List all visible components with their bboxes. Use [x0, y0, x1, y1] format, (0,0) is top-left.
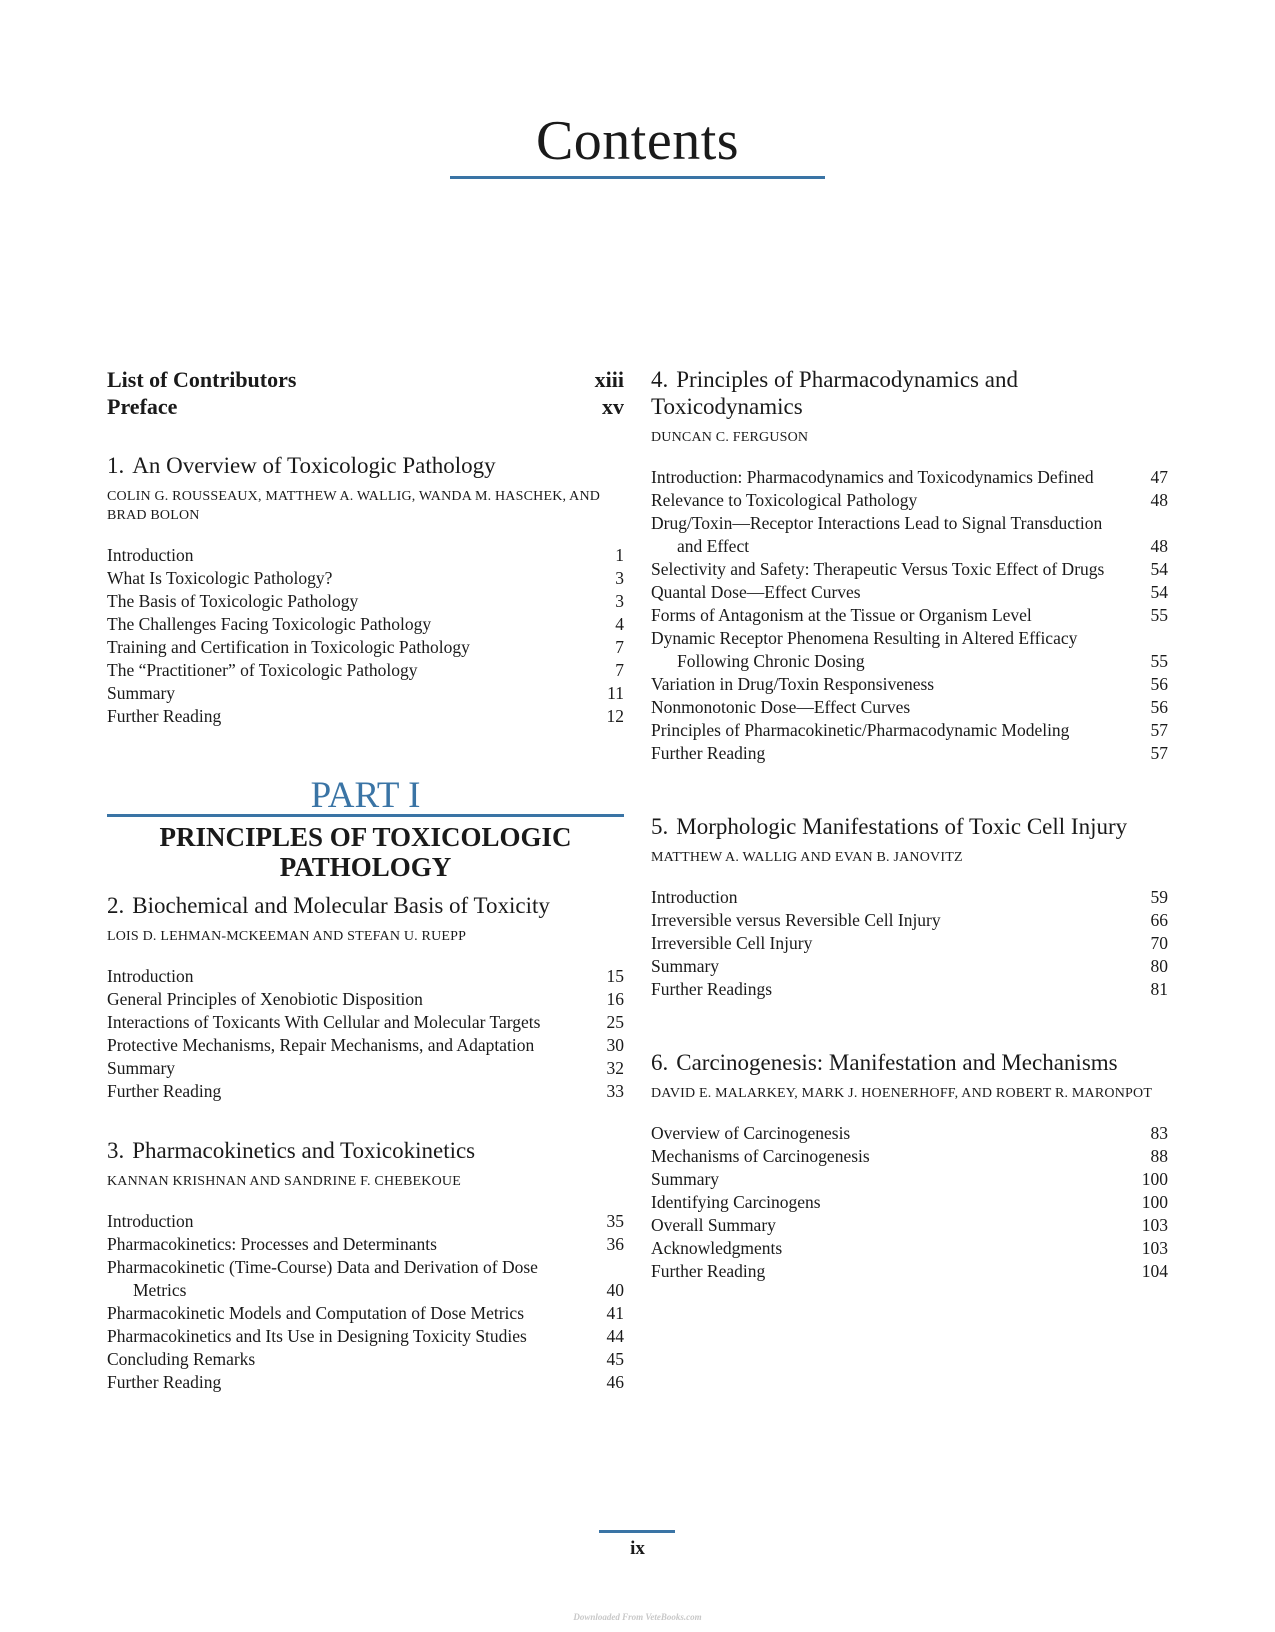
toc-entry-title: Introduction: Pharmacodynamics and Toxicodynamics Defined [651, 467, 1094, 487]
toc-entry[interactable] [651, 1260, 1168, 1283]
toc-entry-page: 32 [606, 1058, 624, 1078]
toc-entry-page: 88 [1150, 1146, 1168, 1166]
front-matter-page: xv [602, 394, 624, 419]
chapter-3 [107, 1137, 624, 1394]
toc-entry[interactable] [651, 673, 1168, 696]
toc-entry[interactable] [651, 604, 1168, 627]
toc-entry-title: Further Reading [107, 706, 222, 726]
chapter-authors: DUNCAN C. FERGUSON [651, 430, 809, 445]
part-title: PRINCIPLES OF TOXICOLOGIC PATHOLOGY [159, 822, 572, 882]
toc-entry-title: Further Reading [107, 1372, 222, 1392]
toc-entry-page: 81 [1150, 979, 1168, 999]
toc-entry-title: Pharmacokinetic Models and Computation of Dose Metrics [107, 1303, 525, 1323]
toc-entry-page: 33 [606, 1081, 624, 1101]
toc-entry-page: 100 [1141, 1192, 1168, 1212]
toc-entry-title: Relevance to Toxicological Pathology [651, 490, 918, 510]
toc-entry-title: Summary [107, 1058, 176, 1078]
toc-entry[interactable] [107, 1080, 624, 1103]
toc-entry[interactable] [651, 1214, 1168, 1237]
chapter-number: 4. [651, 367, 669, 392]
toc-entry[interactable] [107, 1302, 624, 1325]
toc-entry[interactable] [651, 696, 1168, 719]
toc-entry[interactable] [107, 636, 624, 659]
toc-entry-title: Introduction [107, 966, 194, 986]
chapter-number: 2. [107, 893, 125, 918]
toc-entry[interactable] [651, 719, 1168, 742]
toc-entry-title: Mechanisms of Carcinogenesis [651, 1146, 870, 1166]
toc-entry-page: 57 [1150, 743, 1168, 763]
chapter-entries [651, 1122, 1168, 1283]
toc-entry[interactable] [107, 1011, 624, 1034]
toc-entry-title: Selectivity and Safety: Therapeutic Versus Toxic Effect of Drugs [651, 559, 1105, 579]
chapter-6 [651, 1049, 1168, 1283]
toc-entry-page: 47 [1150, 467, 1168, 487]
chapter-number: 5. [651, 814, 669, 839]
chapter-number: 3. [107, 1138, 125, 1163]
toc-entry[interactable] [107, 1256, 624, 1302]
toc-entry-page: 48 [1150, 490, 1168, 510]
page-title: Contents [535, 110, 740, 172]
front-matter [107, 366, 624, 420]
chapter-title-text: Principles of Pharmacodynamics and Toxicodynamics [651, 367, 1018, 419]
toc-entry[interactable] [107, 705, 624, 728]
toc-entry-page: 4 [615, 614, 624, 634]
toc-entry-page: 12 [606, 706, 624, 726]
toc-entry-title: Overview of Carcinogenesis [651, 1123, 851, 1143]
toc-entry-page: 7 [615, 637, 624, 657]
front-matter-row[interactable] [107, 393, 624, 420]
toc-entry-page: 25 [606, 1012, 624, 1032]
toc-entry-page: 11 [607, 683, 624, 703]
toc-entry-page: 48 [1150, 536, 1168, 556]
toc-entry-title: Introduction [651, 887, 738, 907]
toc-entry-page: 83 [1150, 1123, 1168, 1143]
toc-entry[interactable] [651, 1237, 1168, 1260]
toc-entry-page: 46 [606, 1372, 624, 1392]
toc-entry[interactable] [651, 489, 1168, 512]
toc-entry[interactable] [107, 1325, 624, 1348]
chapter-entries [107, 544, 624, 728]
toc-entry-page: 35 [606, 1211, 624, 1231]
toc-entry-title: Summary [651, 956, 720, 976]
toc-entry[interactable] [651, 627, 1168, 673]
toc-entry-page: 30 [606, 1035, 624, 1055]
toc-entry-title: Drug/Toxin—Receptor Interactions Lead to Signal Transduction and Effect [651, 513, 1103, 556]
toc-entry[interactable] [107, 988, 624, 1011]
toc-entry-title: Further Reading [651, 743, 766, 763]
toc-entry-page: 3 [615, 591, 624, 611]
toc-entry-title: Further Reading [651, 1261, 766, 1281]
toc-entry[interactable] [651, 978, 1168, 1001]
toc-entry-page: 16 [606, 989, 624, 1009]
toc-entry-page: 41 [606, 1303, 624, 1323]
chapter-4 [651, 366, 1168, 765]
toc-entry-title: Further Reading [107, 1081, 222, 1101]
chapter-entries [651, 466, 1168, 765]
toc-entry[interactable] [651, 909, 1168, 932]
toc-entry-page: 104 [1141, 1261, 1168, 1281]
chapter-title-text: Pharmacokinetics and Toxicokinetics [132, 1138, 476, 1163]
toc-entry-title: Irreversible Cell Injury [651, 933, 813, 953]
toc-entry[interactable] [107, 1371, 624, 1394]
toc-entry-page: 56 [1150, 674, 1168, 694]
toc-entry-page: 66 [1150, 910, 1168, 930]
toc-entry-page: 59 [1150, 887, 1168, 907]
toc-entry-page: 57 [1150, 720, 1168, 740]
toc-entry[interactable] [651, 1145, 1168, 1168]
toc-entry[interactable] [651, 886, 1168, 909]
toc-entry-page: 36 [606, 1234, 624, 1254]
toc-entry[interactable] [107, 682, 624, 705]
toc-entry-page: 80 [1150, 956, 1168, 976]
toc-entry-title: Pharmacokinetic (Time-Course) Data and Derivation of Dose Metrics [107, 1257, 538, 1300]
chapter-title-text: Carcinogenesis: Manifestation and Mechanisms [676, 1050, 1118, 1075]
toc-entry-title: Concluding Remarks [107, 1349, 256, 1369]
chapter-number: 1. [107, 453, 125, 478]
toc-entry-title: Summary [107, 683, 176, 703]
toc-entry-title: The Basis of Toxicologic Pathology [107, 591, 359, 611]
chapter-title[interactable] [651, 813, 1168, 840]
chapter-entries [651, 886, 1168, 1001]
title-underline [450, 176, 825, 179]
chapter-title[interactable] [107, 452, 624, 479]
chapter-title-text: Biochemical and Molecular Basis of Toxicity [132, 893, 550, 918]
toc-entry[interactable] [651, 1122, 1168, 1145]
toc-entry[interactable] [651, 1191, 1168, 1214]
toc-entry[interactable] [107, 965, 624, 988]
chapter-2 [107, 892, 624, 1103]
toc-entry[interactable] [107, 659, 624, 682]
toc-entry[interactable] [107, 1210, 624, 1233]
chapter-number: 6. [651, 1050, 669, 1075]
toc-entry[interactable] [107, 544, 624, 567]
toc-entry-page: 54 [1150, 582, 1168, 602]
toc-entry-page: 55 [1150, 605, 1168, 625]
toc-entry-title: Irreversible versus Reversible Cell Injury [651, 910, 941, 930]
chapter-authors: KANNAN KRISHNAN AND SANDRINE F. CHEBEKOUE [107, 1174, 461, 1189]
page-number-rule [599, 1530, 675, 1533]
toc-entry[interactable] [107, 1057, 624, 1080]
toc-entry[interactable] [651, 932, 1168, 955]
front-matter-row[interactable] [107, 366, 624, 393]
toc-entry-page: 54 [1150, 559, 1168, 579]
toc-entry[interactable] [651, 742, 1168, 765]
toc-entry[interactable] [651, 1168, 1168, 1191]
part-heading [107, 776, 624, 882]
toc-entry-title: Summary [651, 1169, 720, 1189]
toc-entry-title: Nonmonotonic Dose—Effect Curves [651, 697, 911, 717]
toc-entry[interactable] [107, 567, 624, 590]
toc-entry-page: 70 [1150, 933, 1168, 953]
chapter-authors: MATTHEW A. WALLIG AND EVAN B. JANOVITZ [651, 850, 963, 865]
toc-entry-page: 56 [1150, 697, 1168, 717]
chapter-title-text: Morphologic Manifestations of Toxic Cell Injury [676, 814, 1128, 839]
toc-entry-title: Introduction [107, 545, 194, 565]
toc-entry[interactable] [651, 512, 1168, 558]
front-matter-title: Preface [107, 394, 178, 419]
toc-entry-page: 103 [1141, 1215, 1168, 1235]
watermark: Downloaded From VeteBooks.com [573, 1612, 702, 1622]
toc-entry[interactable] [107, 613, 624, 636]
toc-entry-page: 3 [615, 568, 624, 588]
toc-entry-title: Interactions of Toxicants With Cellular and Molecular Targets [107, 1012, 541, 1032]
toc-entry-page: 100 [1141, 1169, 1168, 1189]
toc-entry[interactable] [107, 1348, 624, 1371]
chapter-entries [107, 1210, 624, 1394]
chapter-title[interactable] [107, 892, 624, 919]
toc-entry-page: 40 [606, 1280, 624, 1300]
toc-entry-title: Overall Summary [651, 1215, 776, 1235]
toc-entry-page: 44 [606, 1326, 624, 1346]
toc-entry-title: The Challenges Facing Toxicologic Pathology [107, 614, 432, 634]
toc-entry-title: Introduction [107, 1211, 194, 1231]
toc-entry[interactable] [651, 581, 1168, 604]
toc-entry-title: Variation in Drug/Toxin Responsiveness [651, 674, 935, 694]
toc-entry-page: 15 [606, 966, 624, 986]
toc-left-column [107, 366, 624, 1394]
chapter-authors: DAVID E. MALARKEY, MARK J. HOENERHOFF, AND ROBERT R. MARONPOT [651, 1086, 1153, 1101]
chapter-title-text: An Overview of Toxicologic Pathology [132, 453, 496, 478]
toc-entry-title: Training and Certification in Toxicologic Pathology [107, 637, 470, 657]
page-number: ix [630, 1538, 645, 1559]
toc-entry[interactable] [651, 558, 1168, 581]
toc-entry-page: 45 [606, 1349, 624, 1369]
toc-entry[interactable] [651, 955, 1168, 978]
toc-entry[interactable] [107, 1233, 624, 1256]
toc-entry-title: General Principles of Xenobiotic Disposition [107, 989, 423, 1009]
chapter-5 [651, 813, 1168, 1001]
toc-entry-title: Quantal Dose—Effect Curves [651, 582, 861, 602]
toc-entry-page: 55 [1150, 651, 1168, 671]
chapter-title[interactable] [651, 366, 1168, 420]
chapter-entries [107, 965, 624, 1103]
chapter-title[interactable] [107, 1137, 624, 1164]
toc-entry-title: Pharmacokinetics and Its Use in Designing Toxicity Studies [107, 1326, 527, 1346]
toc-entry-title: What Is Toxicologic Pathology? [107, 568, 333, 588]
toc-entry-title: Dynamic Receptor Phenomena Resulting in Altered Efficacy Following Chronic Dosing [651, 628, 1078, 671]
toc-entry-title: Forms of Antagonism at the Tissue or Organism Level [651, 605, 1032, 625]
toc-entry-title: Pharmacokinetics: Processes and Determinants [107, 1234, 437, 1254]
front-matter-page: xiii [594, 367, 624, 392]
toc-entry-title: Identifying Carcinogens [651, 1192, 821, 1212]
toc-right-column [651, 366, 1168, 1283]
chapter-authors: LOIS D. LEHMAN-MCKEEMAN AND STEFAN U. RUEPP [107, 929, 467, 944]
front-matter-title: List of Contributors [107, 367, 297, 392]
part-label: PART I [310, 775, 421, 816]
toc-entry-page: 7 [615, 660, 624, 680]
toc-entry-title: Acknowledgments [651, 1238, 783, 1258]
chapter-title[interactable] [651, 1049, 1168, 1076]
toc-entry-title: The “Practitioner” of Toxicologic Pathology [107, 660, 418, 680]
toc-entry-title: Further Readings [651, 979, 773, 999]
toc-entry-page: 1 [615, 545, 624, 565]
toc-entry-title: Protective Mechanisms, Repair Mechanisms, and Adaptation [107, 1035, 535, 1055]
toc-entry[interactable] [651, 466, 1168, 489]
toc-entry-title: Principles of Pharmacokinetic/Pharmacodynamic Modeling [651, 720, 1070, 740]
toc-entry[interactable] [107, 1034, 624, 1057]
toc-entry-page: 103 [1141, 1238, 1168, 1258]
chapter-1 [107, 452, 624, 728]
chapter-authors: COLIN G. ROUSSEAUX, MATTHEW A. WALLIG, WANDA M. HASCHEK, AND BRAD BOLON [107, 489, 601, 523]
toc-entry[interactable] [107, 590, 624, 613]
